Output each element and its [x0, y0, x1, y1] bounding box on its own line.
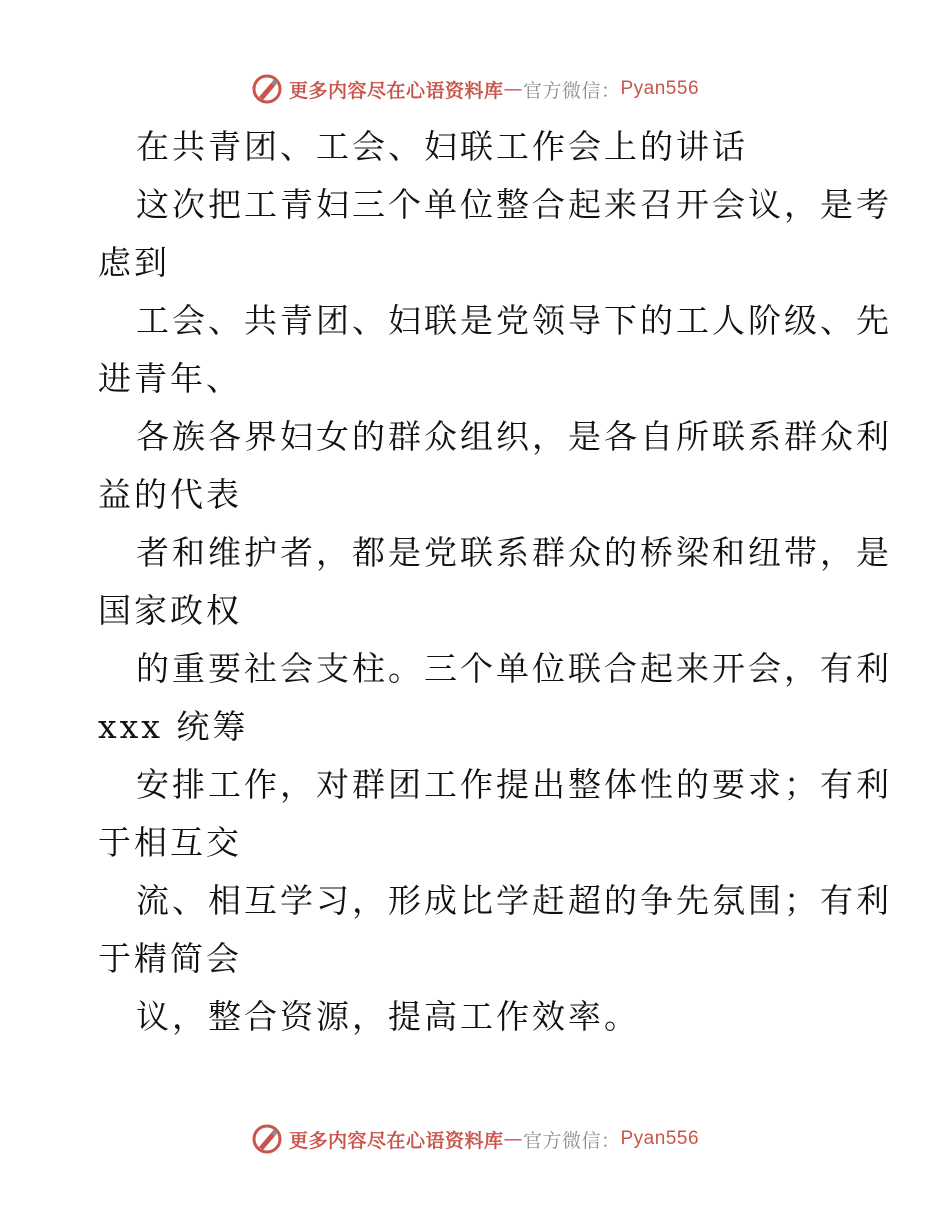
document-line: 国家政权 [98, 591, 242, 630]
watermark-title: 更多内容尽在心语资料库 [288, 79, 504, 102]
document-line: 益的代表 [98, 475, 242, 514]
pen-logo-icon [251, 73, 283, 105]
document-body [98, 118, 892, 1046]
watermark-wechat-id: Pyan556 [620, 78, 700, 99]
watermark-wechat-label: 官方微信： [522, 79, 621, 102]
header-watermark [0, 72, 950, 106]
watermark-wechat-id: Pyan556 [620, 1128, 700, 1149]
document-line: 这次把工青妇三个单位整合起来召开会议，是考 [136, 185, 892, 224]
document-line: 议，整合资源，提高工作效率。 [136, 997, 640, 1036]
document-line: 安排工作，对群团工作提出整体性的要求；有利 [136, 765, 892, 804]
document-line: 流、相互学习，形成比学赶超的争先氛围；有利 [136, 881, 892, 920]
document-line: 各族各界妇女的群众组织，是各自所联系群众利 [136, 417, 892, 456]
document-line: xxx 统筹 [98, 707, 249, 746]
document-line: 进青年、 [98, 359, 242, 398]
watermark-wechat-label: 官方微信： [522, 1129, 621, 1152]
document-line: 于精简会 [98, 939, 242, 978]
pen-logo-icon [251, 1123, 283, 1155]
watermark-title: 更多内容尽在心语资料库 [288, 1129, 504, 1152]
document-line: 于相互交 [98, 823, 242, 862]
document-line: 在共青团、工会、妇联工作会上的讲话 [136, 127, 748, 166]
watermark-dash: — [503, 78, 523, 100]
footer-watermark [0, 1122, 950, 1156]
document-line: 工会、共青团、妇联是党领导下的工人阶级、先 [136, 301, 892, 340]
watermark-dash: — [503, 1128, 523, 1150]
document-line: 虑到 [98, 243, 170, 282]
document-line: 者和维护者，都是党联系群众的桥梁和纽带，是 [136, 533, 892, 572]
document-line: 的重要社会支柱。三个单位联合起来开会，有利 [136, 649, 892, 688]
